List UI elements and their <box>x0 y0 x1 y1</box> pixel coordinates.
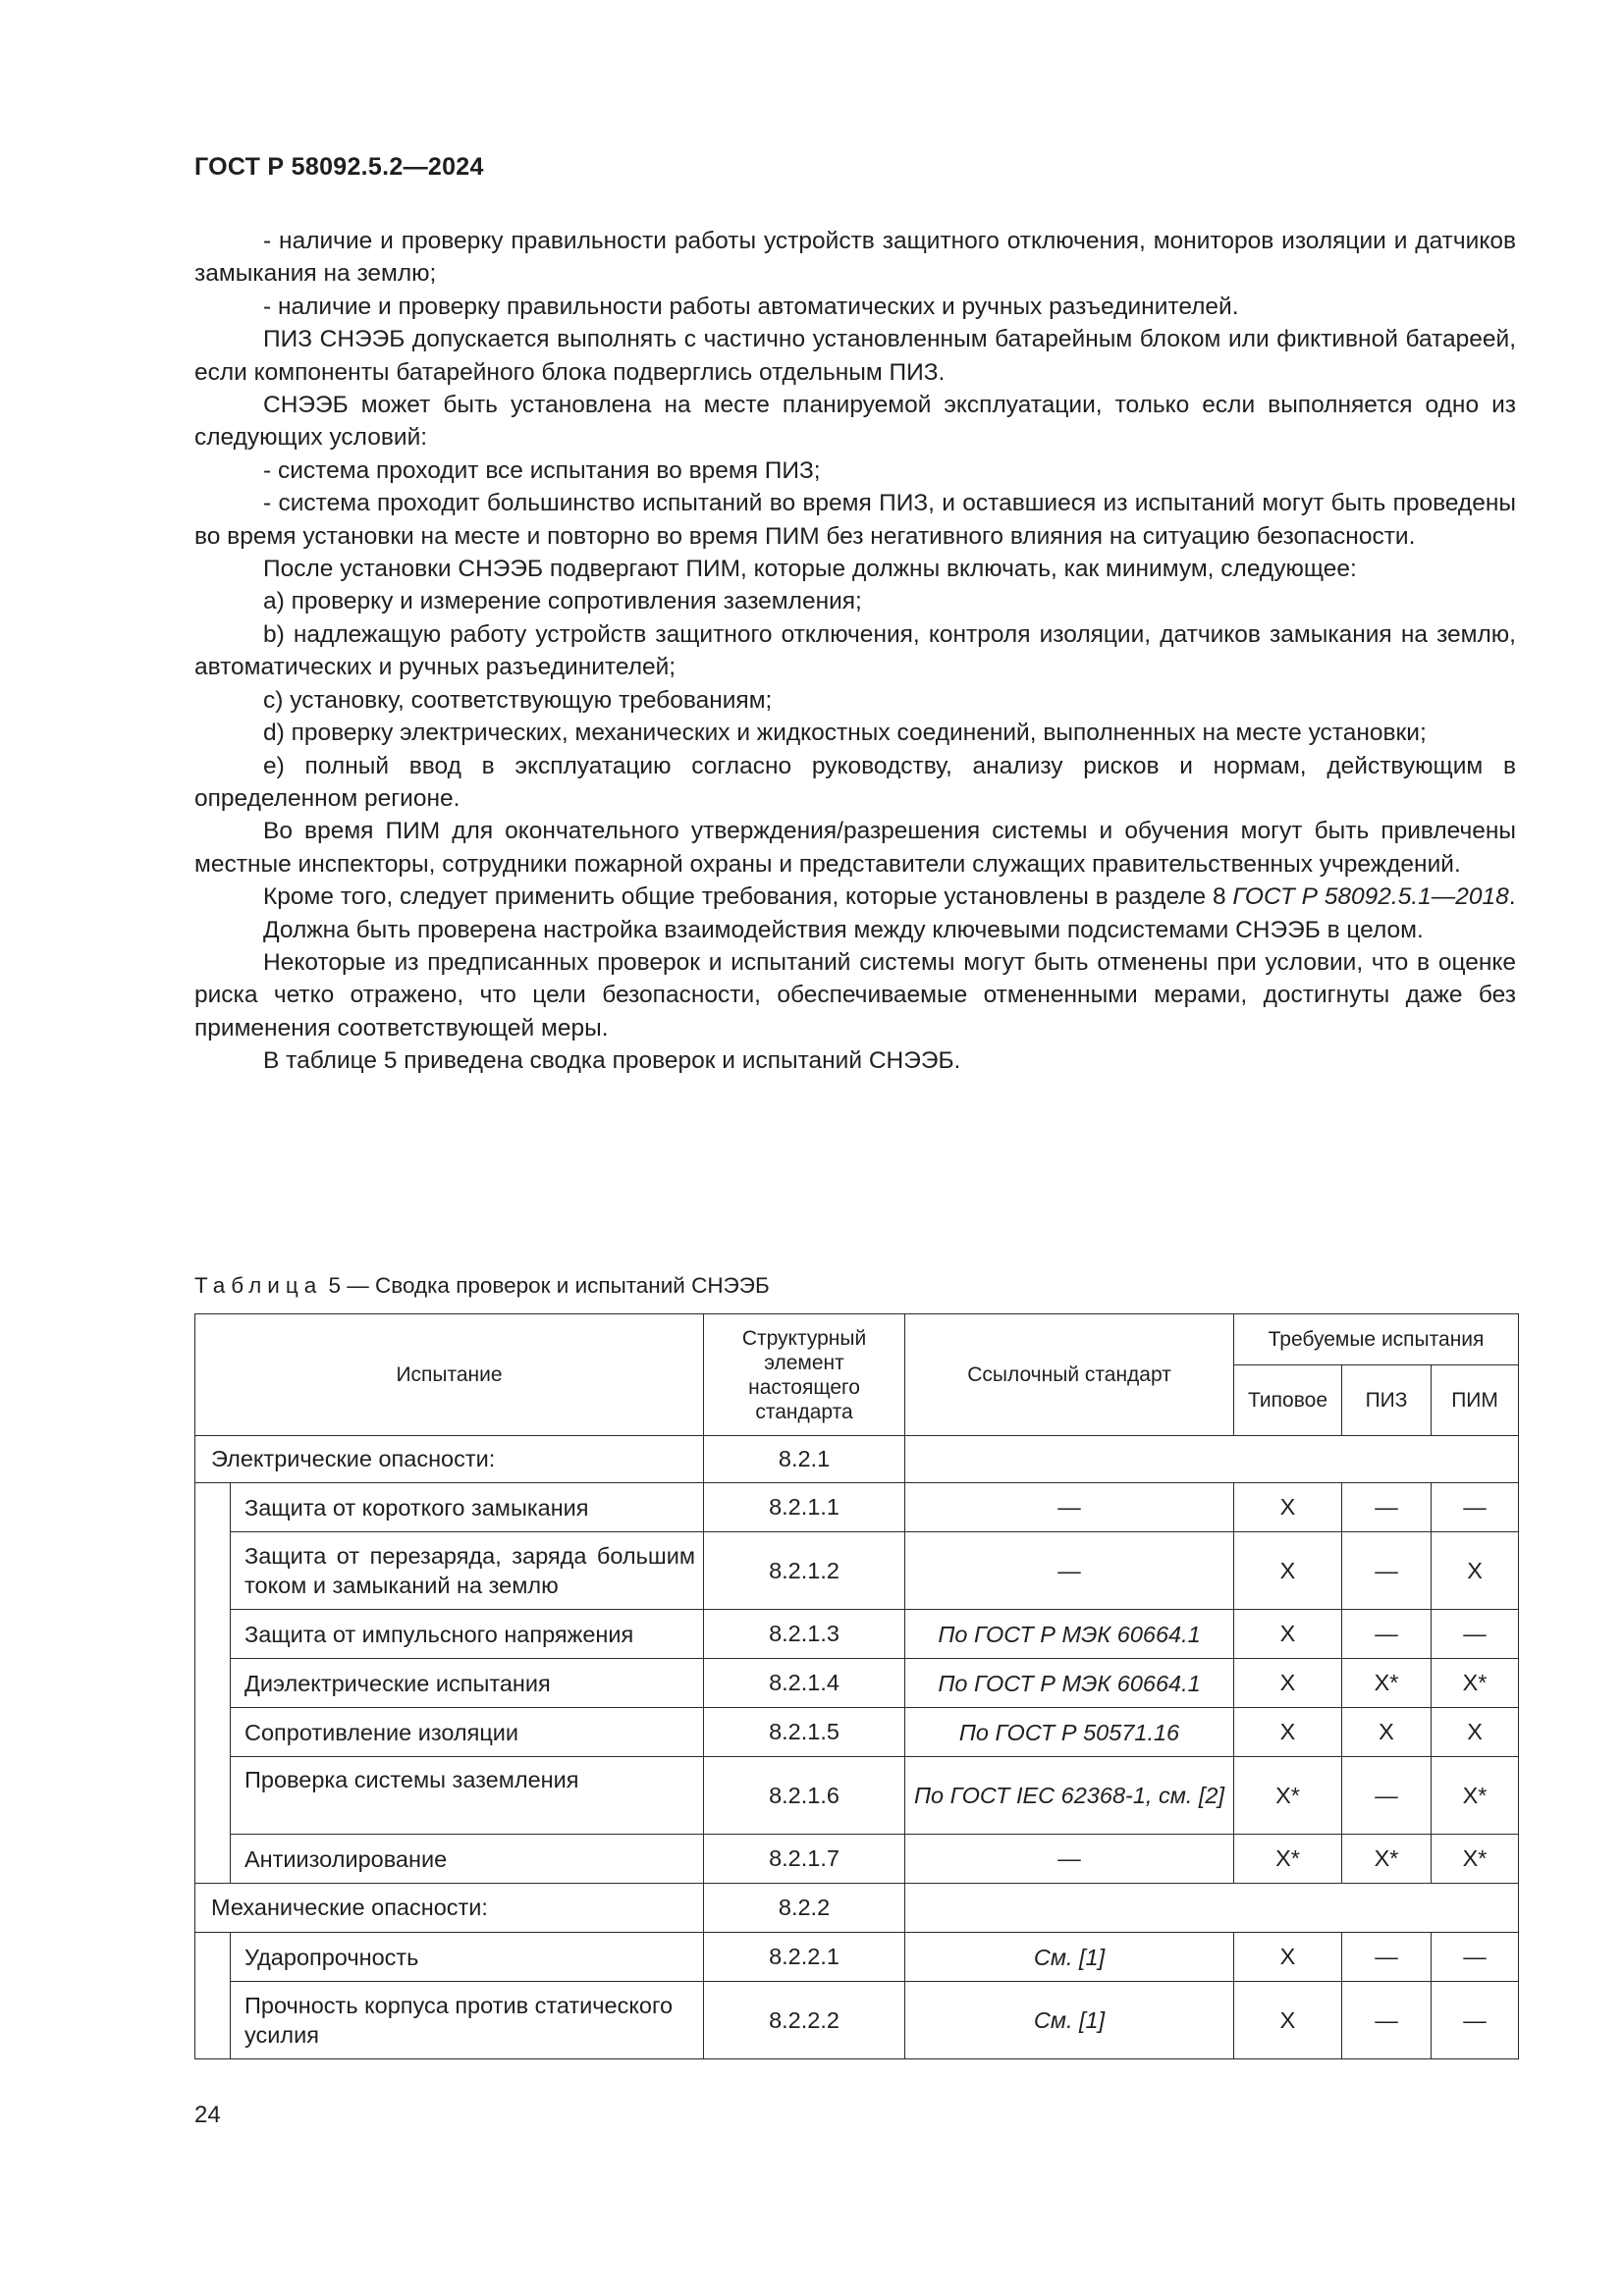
test-pim: X* <box>1432 1757 1519 1835</box>
paragraph: Во время ПИМ для окончательного утверждения/разрешения системы и обучения могут быть привлечены местные инспекторы, сотрудники пожарной охраны и представители служащих правительственных учреждений. <box>194 818 1516 878</box>
test-name: Диэлектрические испытания <box>231 1659 704 1708</box>
paragraph: После установки СНЭЭБ подвергают ПИМ, которые должны включать, как минимум, следующее: <box>263 556 1357 583</box>
header-type-test: Типовое <box>1234 1365 1342 1436</box>
category-name: Механические опасности: <box>195 1884 704 1933</box>
paragraph: В таблице 5 приведена сводка проверок и испытаний СНЭЭБ. <box>263 1047 961 1075</box>
test-name: Защита от короткого замыкания <box>231 1483 704 1532</box>
header-piz: ПИЗ <box>1342 1365 1432 1436</box>
test-clause: 8.2.2.2 <box>704 1982 905 2059</box>
header-pim: ПИМ <box>1432 1365 1519 1436</box>
test-reference: По ГОСТ Р 50571.16 <box>905 1708 1234 1757</box>
test-type: X <box>1234 1982 1342 2059</box>
list-item: d) проверку электрических, механических и жидкостных соединений, выполненных на месте установки; <box>263 720 1427 747</box>
test-pim: X <box>1432 1532 1519 1610</box>
test-type: X <box>1234 1532 1342 1610</box>
document-header: ГОСТ Р 58092.5.2—2024 <box>194 153 484 181</box>
table-caption-text: 5 — Сводка проверок и испытаний СНЭЭБ <box>322 1273 770 1298</box>
category-clause: 8.2.1 <box>704 1436 905 1483</box>
table-row <box>195 1483 1519 1532</box>
test-pim: — <box>1432 1933 1519 1982</box>
test-clause: 8.2.1.4 <box>704 1659 905 1708</box>
test-clause: 8.2.1.5 <box>704 1708 905 1757</box>
test-name: Ударопрочность <box>231 1933 704 1982</box>
test-clause: 8.2.2.1 <box>704 1933 905 1982</box>
test-name: Защита от импульсного напряжения <box>231 1610 704 1659</box>
test-pim: X <box>1432 1708 1519 1757</box>
test-type: X <box>1234 1659 1342 1708</box>
test-piz: — <box>1342 1610 1432 1659</box>
table-row <box>195 1532 1519 1610</box>
test-clause: 8.2.1.1 <box>704 1483 905 1532</box>
test-pim: X* <box>1432 1835 1519 1884</box>
test-piz: — <box>1342 1532 1432 1610</box>
test-reference: См. [1] <box>905 1982 1234 2059</box>
test-type: X <box>1234 1483 1342 1532</box>
paragraph: - наличие и проверку правильности работы автоматических и ручных разъединителей. <box>263 293 1239 320</box>
paragraph-text: . <box>1508 883 1516 911</box>
test-name: Антиизолирование <box>231 1835 704 1884</box>
table-caption-label: Таблица <box>194 1273 323 1298</box>
category-name: Электрические опасности: <box>195 1436 704 1483</box>
body-text <box>194 225 1516 1078</box>
test-reference: — <box>905 1532 1234 1610</box>
list-item: e) полный ввод в эксплуатацию согласно руководству, анализу рисков и нормам, действующим в определенном регионе. <box>194 752 1516 812</box>
test-clause: 8.2.1.3 <box>704 1610 905 1659</box>
test-piz: — <box>1342 1933 1432 1982</box>
test-reference: По ГОСТ Р МЭК 60664.1 <box>905 1659 1234 1708</box>
table-caption <box>194 1273 770 1299</box>
test-type: X* <box>1234 1835 1342 1884</box>
test-piz: X <box>1342 1708 1432 1757</box>
paragraph: ПИЗ СНЭЭБ допускается выполнять с частично установленным батарейным блоком или фиктивной батареей, если компоненты батарейного блока подверглись отдельным ПИЗ. <box>194 326 1516 386</box>
test-piz: — <box>1342 1483 1432 1532</box>
test-piz: — <box>1342 1982 1432 2059</box>
test-pim: — <box>1432 1483 1519 1532</box>
paragraph: Должна быть проверена настройка взаимодействия между ключевыми подсистемами СНЭЭБ в целом. <box>263 916 1424 943</box>
test-type: X <box>1234 1610 1342 1659</box>
list-item: a) проверку и измерение сопротивления заземления; <box>263 588 862 615</box>
test-reference: По ГОСТ Р МЭК 60664.1 <box>905 1610 1234 1659</box>
test-reference: См. [1] <box>905 1933 1234 1982</box>
category-empty <box>905 1436 1519 1483</box>
table-row <box>195 1933 1519 1982</box>
category-clause: 8.2.2 <box>704 1884 905 1933</box>
table-row <box>195 1708 1519 1757</box>
paragraph: - наличие и проверку правильности работы устройств защитного отключения, мониторов изоляции и датчиков замыкания на землю; <box>194 228 1516 288</box>
paragraph: СНЭЭБ может быть установлена на месте планируемой эксплуатации, только если выполняется одно из следующих условий: <box>194 392 1516 452</box>
test-type: X <box>1234 1708 1342 1757</box>
header-ref-standard: Ссылочный стандарт <box>905 1314 1234 1436</box>
table-row <box>195 1610 1519 1659</box>
header-test: Испытание <box>195 1314 704 1436</box>
list-item: c) установку, соответствующую требованиям; <box>263 686 773 714</box>
test-reference: По ГОСТ IEC 62368-1, см. [2] <box>905 1757 1234 1835</box>
paragraph-with-reference <box>194 881 1516 913</box>
test-pim: — <box>1432 1982 1519 2059</box>
table-row <box>195 1835 1519 1884</box>
standard-reference-link: ГОСТ Р 58092.5.1—2018 <box>1232 883 1509 911</box>
table-row <box>195 1659 1519 1708</box>
paragraph-text: Кроме того, следует применить общие требования, которые установлены в разделе 8 <box>263 883 1233 911</box>
category-empty <box>905 1884 1519 1933</box>
test-reference: — <box>905 1835 1234 1884</box>
table-row <box>195 1982 1519 2059</box>
header-required-tests: Требуемые испытания <box>1234 1314 1519 1365</box>
test-name: Прочность корпуса против статического усилия <box>231 1982 704 2059</box>
test-clause: 8.2.1.7 <box>704 1835 905 1884</box>
test-pim: X* <box>1432 1659 1519 1708</box>
test-reference: — <box>905 1483 1234 1532</box>
category-row <box>195 1436 1519 1483</box>
paragraph: Некоторые из предписанных проверок и испытаний системы могут быть отменены при условии, что в оценке риска четко отражено, что цели безопасности, обеспечиваемые отмененными мерами, достигнуты даже без применения соответствующей меры. <box>194 948 1516 1041</box>
test-piz: — <box>1342 1757 1432 1835</box>
test-type: X* <box>1234 1757 1342 1835</box>
summary-table <box>194 1313 1519 2059</box>
test-pim: — <box>1432 1610 1519 1659</box>
test-piz: X* <box>1342 1835 1432 1884</box>
paragraph: - система проходит все испытания во время ПИЗ; <box>263 456 821 484</box>
paragraph: - система проходит большинство испытаний во время ПИЗ, и оставшиеся из испытаний могут быть проведены во время установки на месте и повторно во время ПИМ без негативного влияния на ситуацию безопасности. <box>194 490 1516 550</box>
test-piz: X* <box>1342 1659 1432 1708</box>
test-clause: 8.2.1.2 <box>704 1532 905 1610</box>
test-name: Сопротивление изоляции <box>231 1708 704 1757</box>
header-element: Структурный элемент настоящего стандарта <box>704 1314 905 1436</box>
test-name: Защита от перезаряда, заряда большим током и замыканий на землю <box>231 1532 704 1610</box>
test-type: X <box>1234 1933 1342 1982</box>
list-item: b) надлежащую работу устройств защитного отключения, контроля изоляции, датчиков замыкания на землю, автоматических и ручных разъединителей; <box>194 620 1516 681</box>
test-clause: 8.2.1.6 <box>704 1757 905 1835</box>
test-name: Проверка системы заземления <box>231 1757 704 1835</box>
page-number: 24 <box>194 2102 221 2128</box>
table-row <box>195 1757 1519 1835</box>
category-row <box>195 1884 1519 1933</box>
